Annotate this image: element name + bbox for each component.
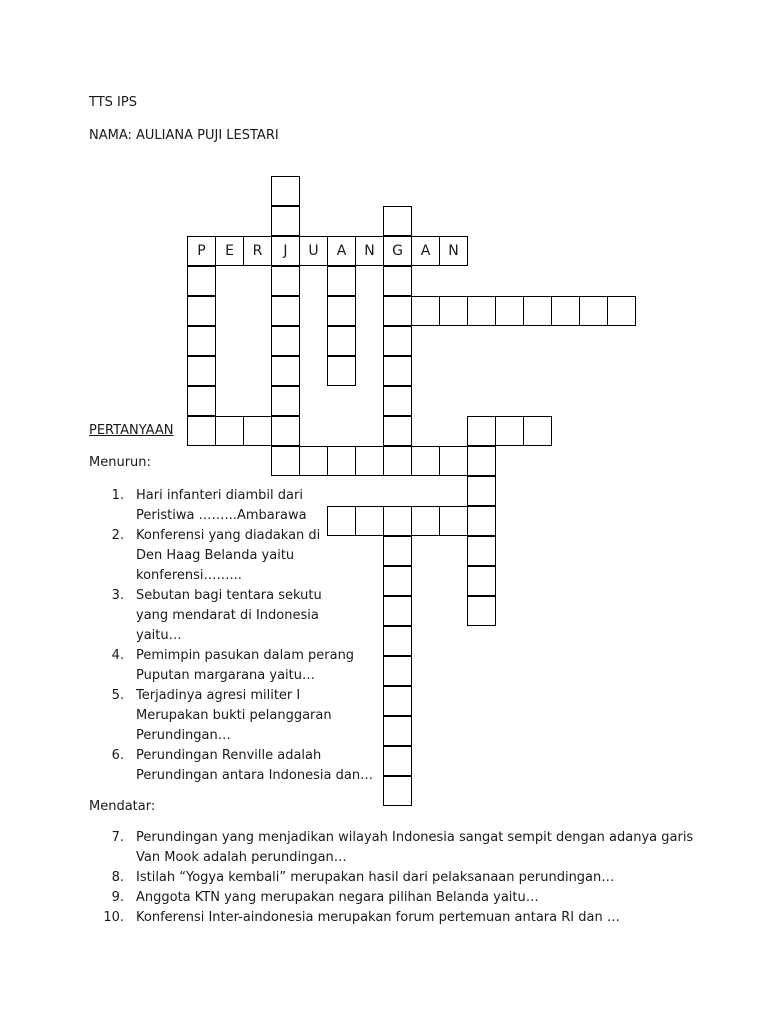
crossword-empty-cell[interactable] <box>383 746 412 776</box>
crossword-empty-cell[interactable] <box>271 356 300 386</box>
crossword-empty-cell[interactable] <box>467 476 496 506</box>
crossword-empty-cell[interactable] <box>271 416 300 446</box>
crossword-empty-cell[interactable] <box>383 656 412 686</box>
question-number: 7. <box>111 830 124 845</box>
crossword-empty-cell[interactable] <box>551 296 580 326</box>
question-number: 10. <box>103 910 124 925</box>
crossword-empty-cell[interactable] <box>271 326 300 356</box>
crossword-empty-cell[interactable] <box>467 446 496 476</box>
crossword-empty-cell[interactable] <box>327 506 356 536</box>
crossword-empty-cell[interactable] <box>411 296 440 326</box>
crossword-letter-cell[interactable]: A <box>327 236 356 266</box>
crossword-empty-cell[interactable] <box>523 416 552 446</box>
crossword-letter-cell[interactable]: J <box>271 236 300 266</box>
question-text-line: Peristiwa ……...Ambarawa <box>136 508 307 523</box>
crossword-empty-cell[interactable] <box>383 596 412 626</box>
crossword-empty-cell[interactable] <box>271 296 300 326</box>
crossword-empty-cell[interactable] <box>439 296 468 326</box>
crossword-letter-cell[interactable]: N <box>355 236 384 266</box>
question-text-line: Perundingan antara Indonesia dan… <box>136 768 374 783</box>
crossword-letter-cell[interactable]: N <box>439 236 468 266</box>
question-number: 3. <box>111 588 124 603</box>
question-text-line: Konferensi Inter-aindonesia merupakan forum pertemuan antara RI dan … <box>136 910 620 925</box>
mendatar-heading: Mendatar: <box>89 799 156 814</box>
crossword-empty-cell[interactable] <box>383 626 412 656</box>
crossword-letter-cell[interactable]: A <box>411 236 440 266</box>
crossword-empty-cell[interactable] <box>187 356 216 386</box>
crossword-empty-cell[interactable] <box>383 566 412 596</box>
question-text-line: yang mendarat di Indonesia <box>136 608 319 623</box>
crossword-empty-cell[interactable] <box>299 446 328 476</box>
crossword-empty-cell[interactable] <box>383 386 412 416</box>
crossword-empty-cell[interactable] <box>187 266 216 296</box>
question-text-line: Puputan margarana yaitu… <box>136 668 315 683</box>
crossword-empty-cell[interactable] <box>467 536 496 566</box>
menurun-heading: Menurun: <box>89 455 151 470</box>
crossword-empty-cell[interactable] <box>383 206 412 236</box>
question-number: 4. <box>111 648 124 663</box>
crossword-empty-cell[interactable] <box>383 686 412 716</box>
crossword-empty-cell[interactable] <box>495 416 524 446</box>
crossword-empty-cell[interactable] <box>383 536 412 566</box>
question-text-line: Konferensi yang diadakan di <box>136 528 321 543</box>
crossword-empty-cell[interactable] <box>327 446 356 476</box>
crossword-empty-cell[interactable] <box>467 566 496 596</box>
crossword-empty-cell[interactable] <box>467 296 496 326</box>
question-text-line: Van Mook adalah perundingan… <box>136 850 347 865</box>
crossword-empty-cell[interactable] <box>383 776 412 806</box>
crossword-letter-cell[interactable]: R <box>243 236 272 266</box>
student-name: NAMA: AULIANA PUJI LESTARI <box>89 128 279 143</box>
question-text-line: Terjadinya agresi militer I <box>136 688 301 703</box>
question-text-line: Perundingan Renville adalah <box>136 748 322 763</box>
crossword-empty-cell[interactable] <box>355 446 384 476</box>
crossword-empty-cell[interactable] <box>187 296 216 326</box>
crossword-letter-cell[interactable]: G <box>383 236 412 266</box>
question-number: 5. <box>111 688 124 703</box>
crossword-empty-cell[interactable] <box>271 446 300 476</box>
crossword-empty-cell[interactable] <box>271 266 300 296</box>
question-number: 9. <box>111 890 124 905</box>
question-text-line: Hari infanteri diambil dari <box>136 488 303 503</box>
crossword-empty-cell[interactable] <box>383 446 412 476</box>
crossword-empty-cell[interactable] <box>467 596 496 626</box>
crossword-empty-cell[interactable] <box>523 296 552 326</box>
crossword-empty-cell[interactable] <box>187 416 216 446</box>
worksheet-title: TTS IPS <box>89 95 137 110</box>
crossword-empty-cell[interactable] <box>411 506 440 536</box>
crossword-empty-cell[interactable] <box>327 356 356 386</box>
crossword-empty-cell[interactable] <box>271 386 300 416</box>
crossword-empty-cell[interactable] <box>355 506 384 536</box>
pertanyaan-heading: PERTANYAAN <box>89 423 174 438</box>
crossword-empty-cell[interactable] <box>383 326 412 356</box>
question-number: 2. <box>111 528 124 543</box>
crossword-empty-cell[interactable] <box>411 446 440 476</box>
question-text-line: Pemimpin pasukan dalam perang <box>136 648 355 663</box>
crossword-empty-cell[interactable] <box>243 416 272 446</box>
question-number: 6. <box>111 748 124 763</box>
crossword-letter-cell[interactable]: E <box>215 236 244 266</box>
crossword-empty-cell[interactable] <box>383 416 412 446</box>
question-text-line: Merupakan bukti pelanggaran <box>136 708 332 723</box>
crossword-empty-cell[interactable] <box>467 416 496 446</box>
crossword-empty-cell[interactable] <box>327 326 356 356</box>
crossword-empty-cell[interactable] <box>383 356 412 386</box>
crossword-empty-cell[interactable] <box>271 176 300 206</box>
crossword-empty-cell[interactable] <box>607 296 636 326</box>
crossword-empty-cell[interactable] <box>439 506 468 536</box>
crossword-empty-cell[interactable] <box>383 296 412 326</box>
crossword-empty-cell[interactable] <box>383 266 412 296</box>
crossword-empty-cell[interactable] <box>187 386 216 416</box>
crossword-empty-cell[interactable] <box>383 716 412 746</box>
crossword-empty-cell[interactable] <box>271 206 300 236</box>
crossword-empty-cell[interactable] <box>327 266 356 296</box>
question-text-line: yaitu… <box>136 628 182 643</box>
question-text-line: Perundingan yang menjadikan wilayah Indonesia sangat sempit dengan adanya garis <box>136 830 694 845</box>
crossword-empty-cell[interactable] <box>187 326 216 356</box>
question-text-line: Perundingan… <box>136 728 231 743</box>
question-text-line: konferensi……... <box>136 568 242 583</box>
crossword-empty-cell[interactable] <box>467 506 496 536</box>
question-text-line: Den Haag Belanda yaitu <box>136 548 295 563</box>
crossword-empty-cell[interactable] <box>495 296 524 326</box>
question-number: 1. <box>111 488 124 503</box>
crossword-letter-cell[interactable]: U <box>299 236 328 266</box>
crossword-empty-cell[interactable] <box>579 296 608 326</box>
question-text-line: Istilah “Yogya kembali” merupakan hasil dari pelaksanaan perundingan… <box>136 870 615 885</box>
crossword-letter-cell[interactable]: P <box>187 236 216 266</box>
question-text-line: Sebutan bagi tentara sekutu <box>136 588 322 603</box>
crossword-empty-cell[interactable] <box>327 296 356 326</box>
question-text-line: Anggota KTN yang merupakan negara pilihan Belanda yaitu… <box>136 890 539 905</box>
question-number: 8. <box>111 870 124 885</box>
crossword-empty-cell[interactable] <box>383 506 412 536</box>
crossword-empty-cell[interactable] <box>439 446 468 476</box>
crossword-empty-cell[interactable] <box>215 416 244 446</box>
